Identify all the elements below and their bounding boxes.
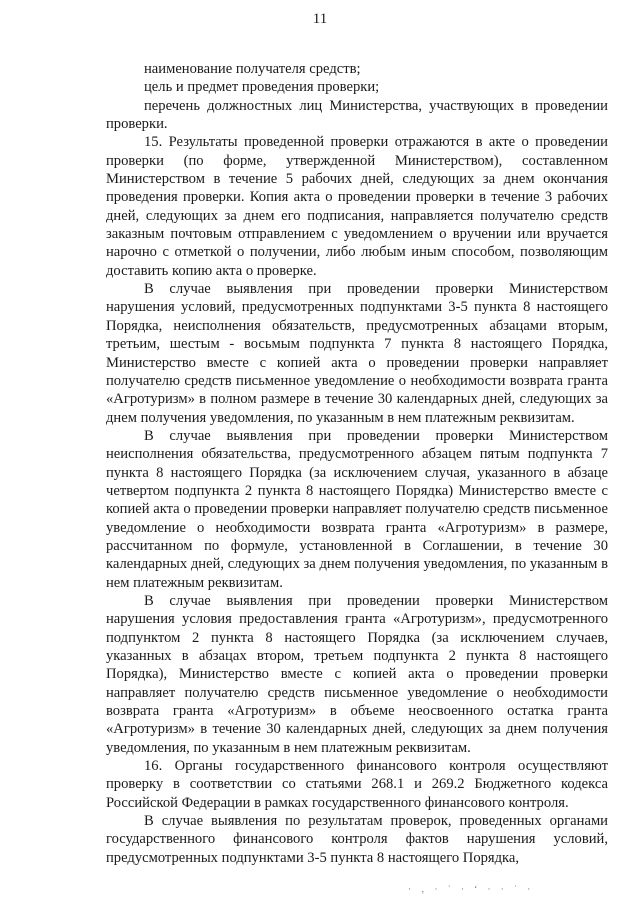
paragraph-formula-return: В случае выявления при проведении проверки Министерством неисполнения обязательства, предусмотренного абзацем пятым подпункта 7 пункта 8 настоящего Порядка (за исключением случая, указанного в абзаце четвертом подпункта 2 пункта 8 настоящего Порядка) Министерство вместе с копией акта о проведении проверки направляет получателю средств письменное уведомление о необходимости возврата гранта «Агротуризм» в размере, рассчитанном по формуле, установленной в Соглашении, в течение 30 календарных дней, следующих за днем получения уведомления, по указанным в нем платежным реквизитам. — [106, 427, 608, 591]
paragraph-clause-15: 15. Результаты проведенной проверки отражаются в акте о проведении проверки (по форме, утвержденной Министерством), составленном Министерством в течение 5 рабочих дней, следующих за днем окончания проведения проверки. Копия акта о проведении проверки в течение 3 рабочих дней, следующих за днем его подписания, направляется получателю средств заказным почтовым отправлением с уведомлением о вручении или вручается нарочно с отметкой о получении, либо любым иным способом, позволяющим доставить копию акта о проверке. — [106, 134, 608, 279]
paragraph-recipient-name: наименование получателя средств; — [144, 61, 361, 77]
paragraph-inspection-purpose: цель и предмет проведения проверки; — [144, 79, 380, 96]
scan-artifact-marks: · ‚ · ˙ · ‘ · · ˙ · — [408, 884, 535, 894]
paragraph-full-return: В случае выявления при проведении проверки Министерством нарушения условий, предусмотренных подпунктами 3-5 пункта 8 настоящего Порядка, неисполнения обязательств, предусмотренных абзацами вторым, третьим, шестым - восьмым подпункта 7 пункта 8 настоящего Порядка, Министерство вместе с копией акта о проведении проверки направляет получателю средств письменное уведомление о необходимости возврата гранта «Агротуризм» в полном размере в течение 30 календарных дней, следующих за днем получения уведомления, по указанным в нем платежным реквизитам. — [106, 281, 608, 426]
paragraph-financial-control: В случае выявления по результатам проверок, проведенных органами государственного финансового контроля фактов нарушения условий, предусмотренных подпунктами 3-5 пункта 8 настоящего Порядка, — [106, 813, 608, 866]
document-body — [106, 60, 608, 867]
paragraph-unspent-return: В случае выявления при проведении проверки Министерством нарушения условия предоставления гранта «Агротуризм», предусмотренного подпунктом 2 пункта 8 настоящего Порядка (за исключением случаев, указанных в абзацах втором, третьем подпункта 2 пункта 8 настоящего Порядка), Министерство вместе с копией акта о проведении проверки направляет получателю средств письменное уведомление о необходимости возврата гранта «Агротуризм» в объеме неосвоенного остатка гранта «Агротуризм» в течение 30 календарных дней, следующих за днем получения уведомления, по указанным в нем платежным реквизитам. — [106, 592, 608, 756]
page-number: 11 — [312, 11, 328, 27]
paragraph-clause-16: 16. Органы государственного финансового контроля осуществляют проверку в соответствии со статьями 268.1 и 269.2 Бюджетного кодекса Российской Федерации в рамках государственного финансового контроля. — [106, 758, 608, 811]
paragraph-officials-list: перечень должностных лиц Министерства, участвующих в проведении проверки. — [106, 97, 608, 133]
